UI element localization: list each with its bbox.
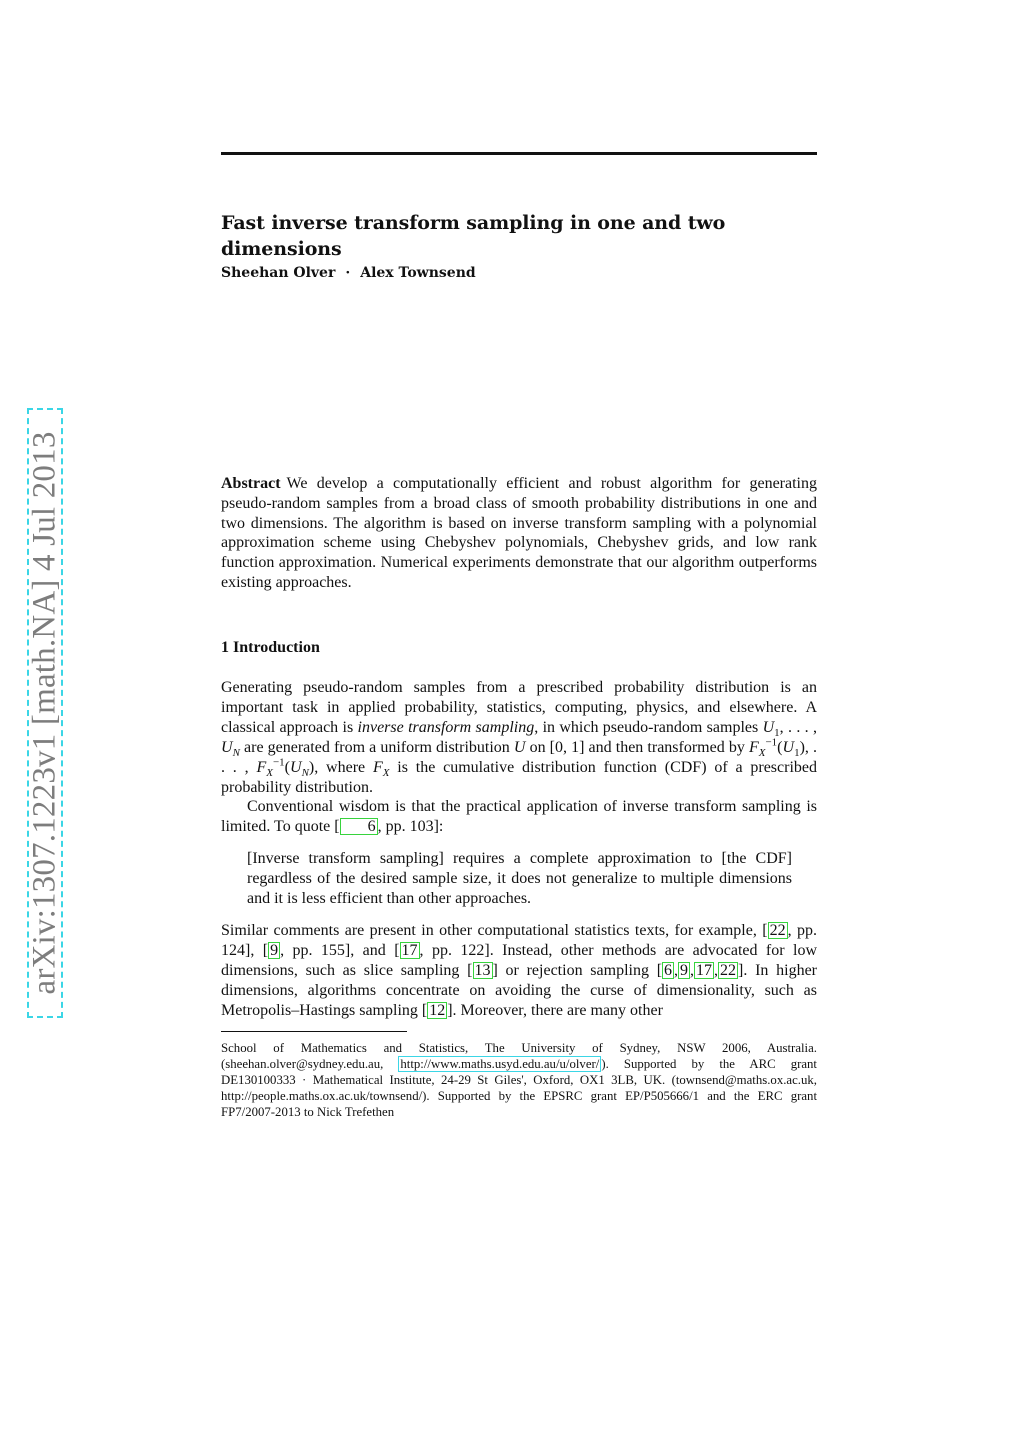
paper-title: Fast inverse transform sampling in one and two dimensions [221, 212, 726, 260]
abstract-text: We develop a computationally efficient and robust algorithm for generating pseudo-random samples from a broad class of smooth probability distributions in one and two dimensions. The algorithm is based on inverse transform sampling with a polynomial approximation scheme using Chebyshev polynomials, Chebyshev grids, and low rank function approximation. Numerical experiments demonstrate that our algorithm outperforms existing approaches. [221, 475, 817, 591]
citation-link[interactable]: 9 [270, 941, 279, 959]
citation-link[interactable]: 6 [340, 818, 378, 835]
citation-link[interactable]: 17 [401, 941, 418, 959]
abstract [221, 474, 817, 593]
citation-link[interactable]: 22 [769, 922, 786, 939]
intro-body-continued [221, 921, 817, 1021]
author-list [221, 265, 817, 281]
author-name: Alex Townsend [360, 265, 476, 281]
block-quote: [Inverse transform sampling] requires a complete approximation to [the CDF] regardless of the desired sample size, it does not generalize to multiple dimensions and it is less efficient than other approaches. [247, 850, 792, 907]
section-heading [221, 639, 817, 657]
citation-link[interactable]: 9 [680, 961, 689, 979]
citation-link[interactable]: 22 [720, 961, 737, 979]
homepage-link[interactable]: http://www.maths.usyd.edu.au/u/olver/ [400, 1057, 600, 1071]
section-number: 1 [221, 639, 229, 656]
citation-link[interactable]: 6 [664, 961, 673, 979]
citation-link[interactable]: 13 [474, 961, 491, 979]
citation-link[interactable]: 12 [429, 1001, 446, 1019]
arxiv-stamp[interactable]: arXiv:1307.1223v1 [math.NA] 4 Jul 2013 [26, 431, 63, 995]
paragraph: Conventional wisdom is that the practical application of inverse transform sampling is limited. To quote [ 6 , pp. 103]: [221, 798, 817, 836]
author-separator: · [345, 265, 351, 281]
footnote-rule [221, 1031, 407, 1032]
section-title: Introduction [233, 639, 320, 656]
footnote: School of Mathematics and Statistics, The University of Sydney, NSW 2006, Australia. (sheehan.olver@sydney.edu.au, http://www.maths.usyd.edu.au/u/olver/ ). Supported by the ARC grant DE130100333 · Mathematical Institute, 24-29 St Giles', Oxford, OX1 3LB, UK. (townsend@maths.ox.ac.uk, http://people.maths.ox.ac.uk/townsend/). Supported by the EPSRC grant EP/P505666/1 and the ERC grant FP7/2007-2013 to Nick Trefethen [221, 1041, 817, 1119]
emphasis: inverse transform sampling [357, 718, 535, 736]
abstract-label: Abstract [221, 475, 281, 492]
author-name: Sheehan Olver [221, 265, 336, 281]
top-rule [221, 152, 817, 155]
paragraph: Generating pseudo-random samples from a prescribed probability distribution is an important task in applied probability, statistics, computing, physics, and elsewhere. A classical approach is inverse transform sampling, in which pseudo-random samples $U_1$, . . . , $U_N$ are generated from a uniform distribution U on [0, 1] and then transformed by $F_X^{-1}(U_1)$, . . . , $F_X^{-1}(U_N)$, where $F_X$ is the cumulative distribution function (CDF) of a prescribed probability distribution. [221, 679, 818, 796]
intro-body [221, 678, 817, 837]
citation-link[interactable]: 17 [696, 961, 713, 979]
paragraph: Similar comments are present in other computational statistics texts, for example, [ 22 , pp. 124], [ 9 , pp. 155], and [ 17 , pp. 122]. Instead, other methods are advocated for low dimensions, such as slice sampling [ 13 ] or rejection sampling [ 6 , 9 , 17 , 22 ]. In higher dimensions, algorithms concentrate on avoiding the curse of dimensionality, such as Metropolis–Hastings sampling [ 12 ]. Moreover, there are many other [221, 922, 818, 1019]
